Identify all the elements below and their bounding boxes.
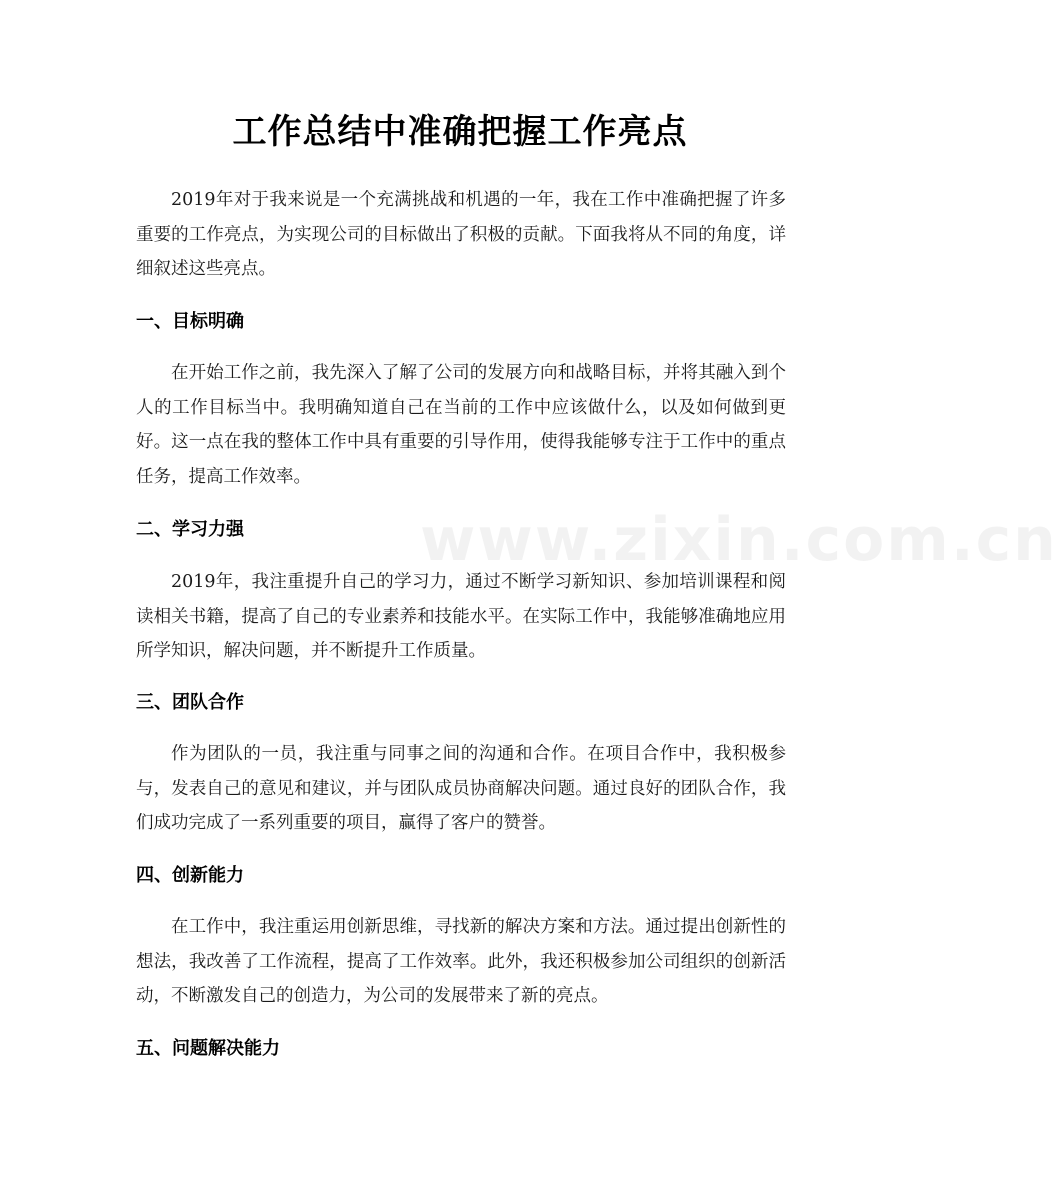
section-heading-learning: 二、学习力强 [136, 519, 244, 540]
section-body-goal: 在开始工作之前，我先深入了解了公司的发展方向和战略目标，并将其融入到个人的工作目标当中。我明确知道自己在当前的工作中应该做什么，以及如何做到更好。这一点在我的整体工作中具有重要的引导作用，使得我能够专注于工作中的重点任务，提高工作效率。 [136, 363, 786, 487]
section-body-teamwork: 作为团队的一员，我注重与同事之间的沟通和合作。在项目合作中，我积极参与，发表自己的意见和建议，并与团队成员协商解决问题。通过良好的团队合作，我们成功完成了一系列重要的项目，赢得了客户的赞誉。 [136, 744, 786, 834]
document-title: 工作总结中准确把握工作亮点 [232, 112, 688, 152]
section-body-learning: 2019年，我注重提升自己的学习力，通过不断学习新知识、参加培训课程和阅读相关书籍，提高了自己的专业素养和技能水平。在实际工作中，我能够准确地应用所学知识，解决问题，并不断提升工作质量。 [136, 572, 786, 662]
watermark: www.zixin.com.cn [420, 505, 1058, 575]
section-heading-problem-solving: 五、问题解决能力 [136, 1038, 280, 1059]
section-heading-teamwork: 三、团队合作 [136, 692, 244, 713]
section-heading-goal: 一、目标明确 [136, 311, 244, 332]
section-body-innovation: 在工作中，我注重运用创新思维，寻找新的解决方案和方法。通过提出创新性的想法，我改善了工作流程，提高了工作效率。此外，我还积极参加公司组织的创新活动，不断激发自己的创造力，为公司的发展带来了新的亮点。 [136, 917, 786, 1007]
intro-paragraph: 2019年对于我来说是一个充满挑战和机遇的一年，我在工作中准确把握了许多重要的工作亮点，为实现公司的目标做出了积极的贡献。下面我将从不同的角度，详细叙述这些亮点。 [136, 190, 786, 280]
section-heading-innovation: 四、创新能力 [136, 865, 244, 886]
